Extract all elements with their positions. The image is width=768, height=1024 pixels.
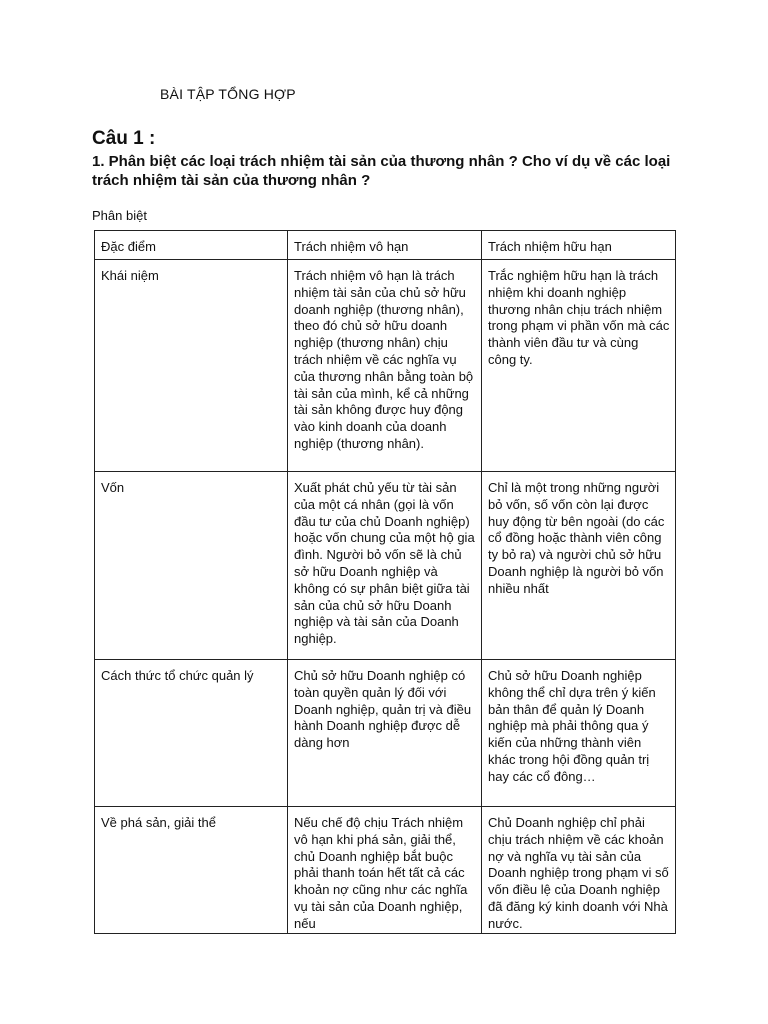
table-row	[95, 807, 676, 934]
table-row	[95, 660, 676, 807]
table-row	[95, 472, 676, 660]
limited-cell: Trắc nghiệm hữu hạn là trách nhiệm khi doanh nghiệp thương nhân chịu trách nhiệm trong phạm vi phần vốn mà các thành viên đầu tư và cùng công ty.	[482, 260, 676, 472]
document-title: BÀI TẬP TỔNG HỢP	[160, 86, 296, 102]
feature-cell: Cách thức tổ chức quản lý	[95, 660, 288, 807]
unlimited-cell: Xuất phát chủ yếu từ tài sản của một cá nhân (gọi là vốn đầu tư của chủ Doanh nghiệp) hoặc vốn chung của một hộ gia đình. Người bỏ vốn sẽ là chủ sở hữu Doanh nghiệp và không có sự phân biệt giữa tài sản của chủ sở hữu Doanh nghiệp và tài sản của Doanh nghiệp.	[288, 472, 482, 660]
limited-cell: Chủ sở hữu Doanh nghiệp không thể chỉ dựa trên ý kiến bản thân để quản lý Doanh nghiệp mà phải thông qua ý kiến của những thành viên khác trong hội đồng quản trị hay các cổ đông…	[482, 660, 676, 807]
header-cell-unlimited: Trách nhiệm vô hạn	[288, 231, 482, 260]
table-row	[95, 260, 676, 472]
question-heading: Câu 1 :	[92, 128, 156, 149]
feature-cell: Về phá sản, giải thể	[95, 807, 288, 934]
limited-cell: Chỉ là một trong những người bỏ vốn, số vốn còn lại được huy động từ bên ngoài (do các cổ đồng hoặc thành viên công ty bỏ ra) và người chủ sở hữu Doanh nghiệp là người bỏ vốn nhiều nhất	[482, 472, 676, 660]
comparison-table	[94, 230, 676, 934]
header-cell-feature: Đặc điểm	[95, 231, 288, 260]
feature-cell: Khái niệm	[95, 260, 288, 472]
section-label: Phân biệt	[92, 208, 147, 223]
header-cell-limited: Trách nhiệm hữu hạn	[482, 231, 676, 260]
table-header-row	[95, 231, 676, 260]
unlimited-cell: Nếu chế độ chịu Trách nhiệm vô hạn khi phá sản, giải thể, chủ Doanh nghiệp bắt buộc phải thanh toán hết tất cả các khoản nợ cũng như các nghĩa vụ tài sản của Doanh nghiệp, nếu	[288, 807, 482, 934]
feature-cell: Vốn	[95, 472, 288, 660]
unlimited-cell: Trách nhiệm vô hạn là trách nhiệm tài sản của chủ sở hữu doanh nghiệp (thương nhân), theo đó chủ sở hữu doanh nghiệp (thương nhân) chịu trách nhiệm về các nghĩa vụ của thương nhân bằng toàn bộ tài sản của mình, kể cả những tài sản không được huy động vào kinh doanh của doanh nghiệp (thương nhân).	[288, 260, 482, 472]
limited-cell: Chủ Doanh nghiệp chỉ phải chịu trách nhiệm về các khoản nợ và nghĩa vụ tài sản của Doanh nghiệp trong phạm vi số vốn điều lệ của Doanh nghiệp đã đăng ký kinh doanh với Nhà nước.	[482, 807, 676, 934]
question-text: 1. Phân biệt các loại trách nhiệm tài sản của thương nhân ? Cho ví dụ về các loại trách nhiệm tài sản của thương nhân ?	[92, 153, 671, 189]
unlimited-cell: Chủ sở hữu Doanh nghiệp có toàn quyền quản lý đối với Doanh nghiệp, quản trị và điều hành Doanh nghiệp được dễ dàng hơn	[288, 660, 482, 807]
